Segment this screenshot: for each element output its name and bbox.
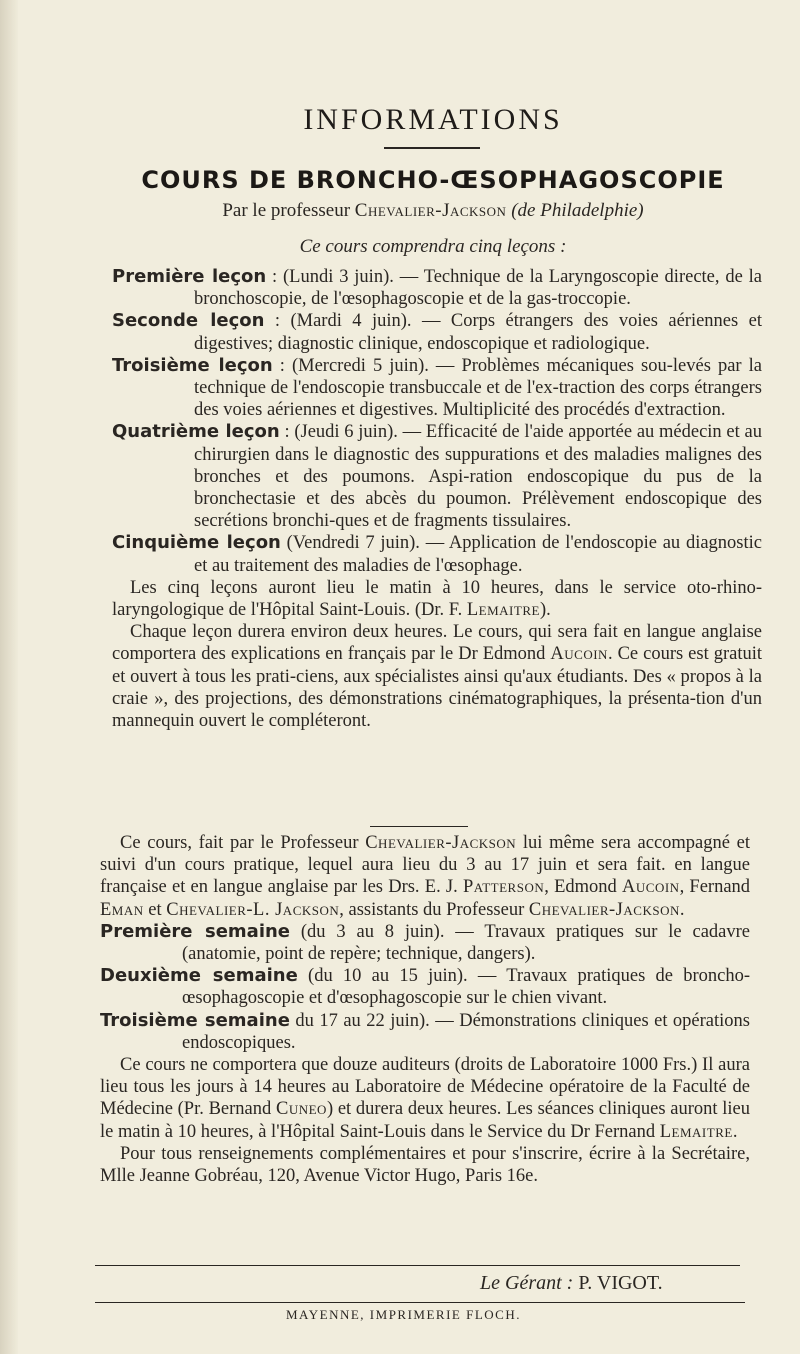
week-entry <box>100 921 750 965</box>
section-divider <box>370 826 468 827</box>
lesson-label: Première leçon <box>112 266 267 287</box>
auditors-paragraph: Ce cours ne comportera que douze auditeurs (droits de Laboratoire 1000 Frs.) Il aura lieu tous les jours à 14 heures au Laboratoire de Médecine opératoire de la Faculté de Médecine (Pr. Bernand Cuneo) et durera deux heures. Les séances cliniques auront lieu le matin à 10 heures, à l'Hôpital Saint-Louis dans le Service du Dr Fernand Lemaitre. <box>100 1055 751 1142</box>
gerant-name: P. VIGOT. <box>578 1272 663 1294</box>
lesson-text: (Jeudi 6 juin). — Efficacité de l'aide apportée au médecin et au chirurgien dans le diagnostic des suppurations et des maladies malignes des bronches et des poumons. Aspi-ration endoscopique du pus de la bronchectasie et des abcès du poumon. Prélèvement endoscopique des secrétions bronchi-ques et de fragments tissulaires. <box>194 422 762 532</box>
lesson-text: (Mercredi 5 juin). — Problèmes mécaniques sou-levés par la technique de l'endoscopie transbuccale et de l'ex-traction des corps étrangers des voies aériennes et digestives. Multiplicité des procédés d'extraction. <box>194 355 762 421</box>
lessons-list <box>112 266 762 732</box>
week-text: du 17 au 22 juin). — Démonstrations cliniques et opérations endoscopiques. <box>182 1010 750 1053</box>
language-paragraph: Chaque leçon durera environ deux heures. Le cours, qui sera fait en langue anglaise comportera des explications en français par le Dr Edmond Aucoin. Ce cours est gratuit et ouvert à tous les prati-ciens, aux spécialistes ainsi qu'aux étudiants. Des « propos à la craie », des projections, des démonstrations cinématographiques, la présenta-tion d'un mannequin ouvert le compléteront. <box>112 622 763 732</box>
byline-prefix: Par le professeur <box>222 200 351 221</box>
heading-rule <box>384 147 480 149</box>
lesson-entry: Première leçon : (Lundi 3 juin). — Technique de la Laryngoscopie directe, de la bronchoscopie, de l'œsophagoscopie et de la gas-troccopie. <box>112 266 762 310</box>
intro-text: Ce cours comprendra cinq leçons : <box>299 236 567 257</box>
contact-paragraph: Pour tous renseignements complémentaires et pour s'inscrire, écrire à la Secrétaire, Mlle Jeanne Gobréau, 120, Avenue Victor Hugo, Paris 16e. <box>100 1143 750 1187</box>
week-label: Première semaine <box>100 920 291 942</box>
lesson-label: Seconde leçon <box>112 310 265 332</box>
byline-name: Chevalier-Jackson <box>354 200 507 221</box>
lesson-text: (Lundi 3 juin). — Technique de la Laryngoscopie directe, de la bronchoscopie, de l'œsophagoscopie et de la gas-troccopie. <box>194 267 762 310</box>
footer-rule <box>95 1265 740 1266</box>
gerant-label: Le Gérant : <box>480 1272 574 1294</box>
week-label: Troisième semaine <box>100 1009 290 1031</box>
lesson-label: Quatrième leçon <box>112 421 280 443</box>
week-entry <box>100 965 750 1009</box>
lesson-label: Cinquième leçon <box>112 532 281 554</box>
lesson-entry: Seconde leçon : (Mardi 4 juin). — Corps étrangers des voies aériennes et digestives; diagnostic clinique, endoscopique et radiologique. <box>112 310 763 354</box>
lesson-entry: Troisième leçon : (Mercredi 5 juin). — Problèmes mécaniques sou-levés par la technique de l'endoscopie transbuccale et de l'ex-traction des corps étrangers des voies aériennes et digestives. Multiplicité des procédés d'extraction. <box>112 354 762 421</box>
page-edge-shadow <box>0 0 18 1354</box>
lesson-entry: Quatrième leçon : (Jeudi 6 juin). — Efficacité de l'aide apportée au médecin et au chirurgien dans le diagnostic des suppurations et des maladies malignes des bronches et des poumons. Aspi-ration endoscopique du pus de la bronchectasie et des abcès du poumon. Prélèvement endoscopique des secrétions bronchi-ques et de fragments tissulaires. <box>112 421 762 532</box>
practical-paragraph: Ce cours, fait par le Professeur Chevalier-Jackson lui même sera accompagné et suivi d'un cours pratique, lequel aura lieu du 3 au 17 juin et sera fait. en langue française et en langue anglaise par les Drs. E. J. Patterson, Edmond Aucoin, Fernand Eman et Chevalier-L. Jackson, assistants du Professeur Chevalier-Jackson. <box>100 833 751 920</box>
schedule-paragraph: Les cinq leçons auront lieu le matin à 10 heures, dans le service oto-rhino-laryngologique de l'Hôpital Saint-Louis. (Dr. F. Lemaitre). <box>112 577 762 621</box>
week-text: (du 10 au 15 juin). — Travaux pratiques de broncho-œsophagoscopie et d'œsophagoscopie sur le chien vivant. <box>182 966 750 1009</box>
lesson-text: (Vendredi 7 juin). — Application de l'endoscopie au diagnostic et au traitement des maladies de l'œsophage. <box>194 533 762 576</box>
gerant-line <box>480 1272 663 1295</box>
lesson-label: Troisième leçon <box>112 354 273 376</box>
page-heading: INFORMATIONS <box>303 103 563 136</box>
printer-imprint: MAYENNE, IMPRIMERIE FLOCH. <box>286 1307 521 1322</box>
week-text: (du 3 au 8 juin). — Travaux pratiques sur le cadavre (anatomie, point de repère; technique, dangers). <box>182 921 750 965</box>
byline-origin: (de Philadelphie) <box>511 200 644 221</box>
lesson-text: (Mardi 4 juin). — Corps étrangers des voies aériennes et digestives; diagnostic clinique, endoscopique et radiologique. <box>194 311 763 354</box>
byline <box>108 200 758 222</box>
practical-course-section <box>100 832 750 1187</box>
week-label: Deuxième semaine <box>100 965 298 987</box>
week-entry <box>100 1010 750 1054</box>
footer-rule <box>95 1302 745 1303</box>
lesson-entry <box>112 532 762 576</box>
course-title: COURS DE BRONCHO-ŒSOPHAGOSCOPIE <box>141 166 725 194</box>
